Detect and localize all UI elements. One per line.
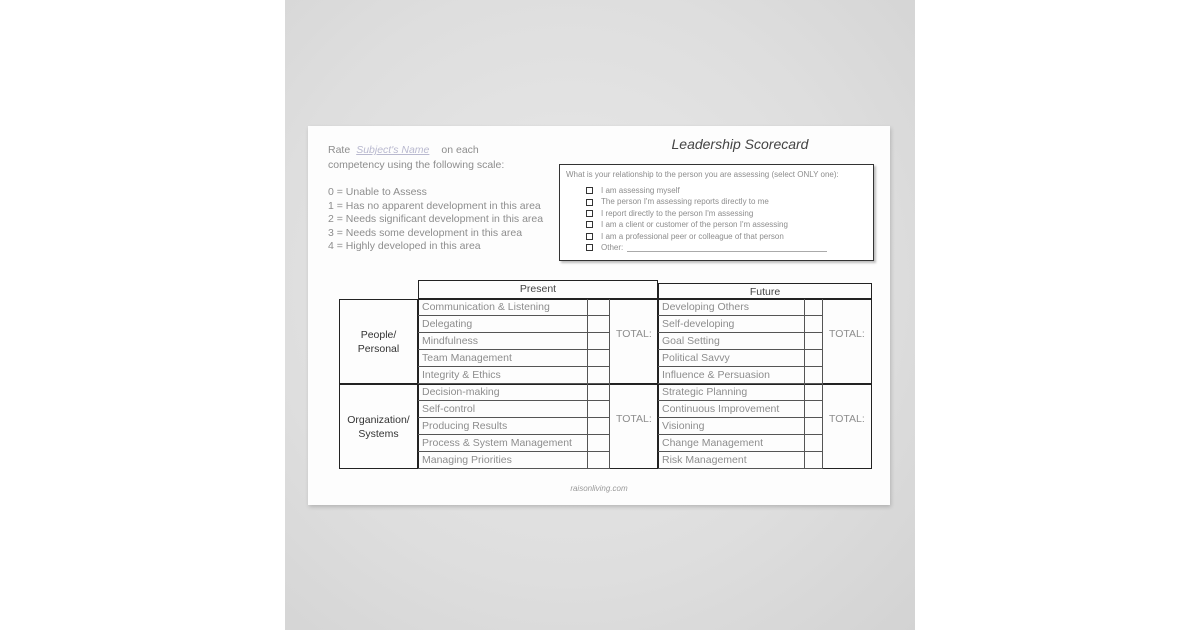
competency-item: Continuous Improvement (658, 401, 805, 418)
relationship-option[interactable]: The person I'm assessing reports directly to me (586, 196, 827, 207)
competency-item: Decision-making (418, 384, 588, 401)
scale-item: 3 = Needs some development in this area (328, 226, 523, 239)
score-cell[interactable] (588, 350, 610, 367)
future-header: Future (658, 283, 872, 299)
footer-url: raisonliving.com (570, 484, 628, 493)
relationship-question: What is your relationship to the person you are assessing (select ONLY one): (566, 170, 839, 179)
present-total-label: TOTAL: (616, 327, 652, 340)
score-cell[interactable] (588, 384, 610, 401)
competency-item: Strategic Planning (658, 384, 805, 401)
score-cell[interactable] (588, 401, 610, 418)
competency-item: Goal Setting (658, 333, 805, 350)
score-cell[interactable] (805, 401, 823, 418)
competency-item: Developing Others (658, 299, 805, 316)
score-cell[interactable] (805, 452, 823, 469)
competency-item: Integrity & Ethics (418, 367, 588, 384)
present-header: Present (418, 280, 658, 299)
score-cell[interactable] (588, 333, 610, 350)
competency-item: Managing Priorities (418, 452, 588, 469)
score-cell[interactable] (805, 333, 823, 350)
competency-item: Visioning (658, 418, 805, 435)
subject-name-field[interactable]: Subject's Name (356, 144, 430, 156)
relationship-option[interactable]: I am a professional peer or colleague of that person (586, 231, 827, 242)
card-title: Leadership Scorecard (671, 136, 809, 152)
competency-item: Influence & Persuasion (658, 367, 805, 384)
score-cell[interactable] (805, 418, 823, 435)
competency-item: Mindfulness (418, 333, 588, 350)
competency-grid (308, 126, 890, 505)
scale-item: 0 = Unable to Assess (328, 186, 427, 198)
competency-item: Self-developing (658, 316, 805, 333)
scale-intro: competency using the following scale: (328, 159, 505, 171)
scale-item: 4 = Highly developed in this area (328, 240, 481, 252)
relationship-option[interactable]: I am assessing myself (586, 185, 827, 196)
score-cell[interactable] (805, 384, 823, 401)
category-label: People/ Personal (357, 328, 400, 355)
present-total-label: TOTAL: (616, 412, 652, 425)
score-cell[interactable] (805, 367, 823, 384)
score-cell[interactable] (588, 418, 610, 435)
score-cell[interactable] (805, 299, 823, 316)
relationship-option[interactable]: I am a client or customer of the person I'm assessing (586, 219, 827, 230)
scale-item: 2 = Needs significant development in this area (328, 213, 544, 225)
competency-item: Political Savvy (658, 350, 805, 367)
category-label: Organization/ Systems (347, 413, 410, 440)
score-cell[interactable] (588, 452, 610, 469)
score-cell[interactable] (588, 367, 610, 384)
competency-item: Self-control (418, 401, 588, 418)
future-total-label: TOTAL: (829, 327, 865, 340)
score-cell[interactable] (588, 299, 610, 316)
score-cell[interactable] (588, 435, 610, 452)
relationship-option-other[interactable]: Other: (586, 242, 827, 253)
relationship-option[interactable]: I report directly to the person I'm assessing (586, 208, 827, 219)
score-cell[interactable] (805, 435, 823, 452)
competency-item: Risk Management (658, 452, 805, 469)
future-total-label: TOTAL: (829, 412, 865, 425)
competency-item: Change Management (658, 435, 805, 452)
competency-item: Team Management (418, 350, 588, 367)
rate-prefix: Rate (328, 144, 351, 156)
competency-item: Communication & Listening (418, 299, 588, 316)
competency-item: Delegating (418, 316, 588, 333)
competency-item: Process & System Management (418, 435, 588, 452)
score-cell[interactable] (805, 316, 823, 333)
score-cell[interactable] (588, 316, 610, 333)
scale-item: 1 = Has no apparent development in this area (328, 199, 541, 212)
scorecard-card (308, 126, 890, 505)
competency-item: Producing Results (418, 418, 588, 435)
score-cell[interactable] (805, 350, 823, 367)
rate-suffix: on each (441, 144, 479, 156)
